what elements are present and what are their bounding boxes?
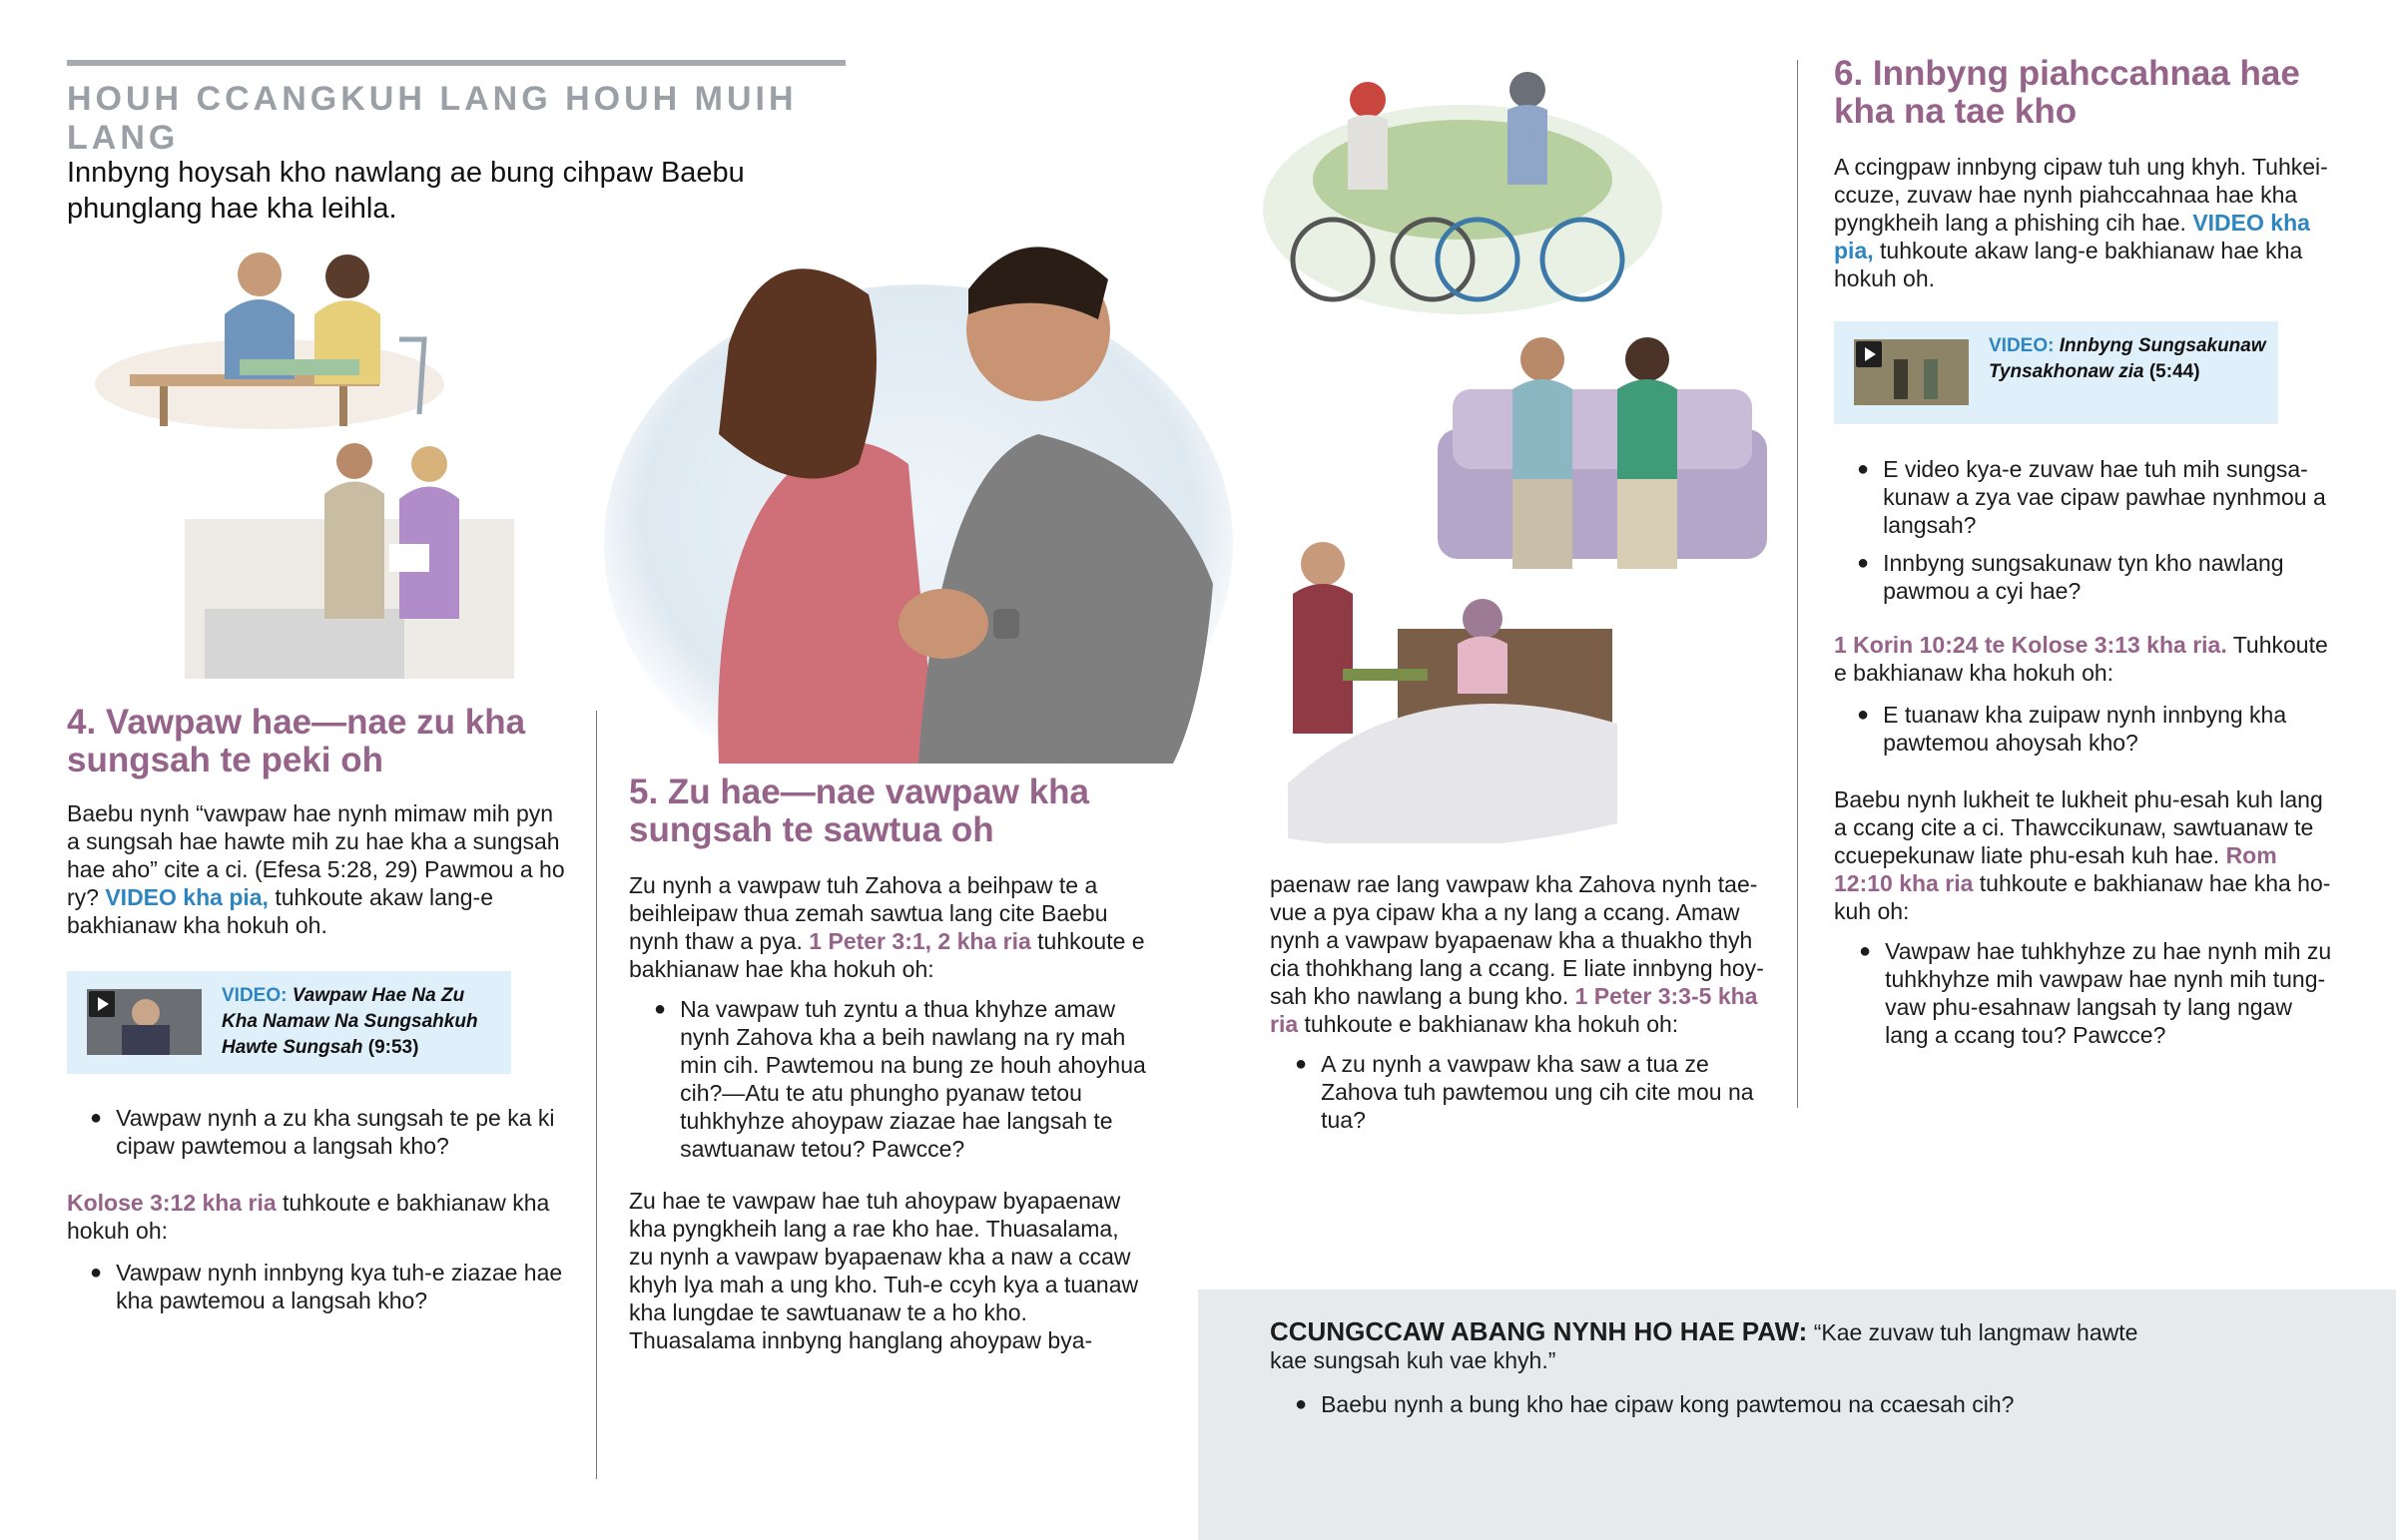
header-rule bbox=[67, 60, 846, 66]
question-text: Vawpaw nynh innbyng kya tuh-e ziazae hae kha pawtemou a langsah kho? bbox=[116, 1260, 563, 1313]
bicycle-illustration bbox=[1253, 60, 1662, 329]
question-bullet bbox=[90, 1259, 569, 1314]
summary-content bbox=[1270, 1317, 2168, 1418]
question-bullet bbox=[1857, 701, 2336, 757]
bullet-icon: ● bbox=[90, 1107, 103, 1129]
caregiving-illustration bbox=[1268, 534, 1617, 843]
question-text: Na vawpaw tuh zyntu a thua khyhze amaw nynh Zahova kha a beih nawlang na ry mah min cih. Pawtemou na bung ze houh ahoyhua cih?—Atu te atu phungho pyanaw tetou tuhkhyhze ahoypaw ziazae hae langsah te sawtuanaw tetou? Pawcce? bbox=[680, 996, 1146, 1162]
scripture-link[interactable]: 1 Peter 3:3-5 kha ria bbox=[1270, 983, 1758, 1037]
section-6-reference bbox=[1834, 631, 2333, 687]
question-text: Innbyng sungsakunaw tyn kho nawlang pawmou a cyi hae? bbox=[1883, 550, 2284, 604]
section-6 bbox=[1834, 55, 2333, 292]
scripture-link[interactable]: Rom 12:10 kha ria bbox=[1834, 842, 2277, 896]
section-4 bbox=[67, 704, 566, 939]
question-bullet bbox=[654, 995, 1148, 1163]
video-link[interactable]: VIDEO kha pia, bbox=[105, 884, 269, 910]
kitchen-illustration bbox=[185, 439, 514, 679]
column-divider bbox=[1797, 60, 1798, 1108]
question-bullet bbox=[1295, 1050, 1769, 1134]
section-6-body: A ccingpaw innbyng cipaw tuh ung khyh. Tuhkeiccuze, zuvaw hae nynh piahccahnaa hae kha pyngkheih lang a phishing cih hae. bbox=[1834, 154, 2328, 236]
bullet-icon: ● bbox=[1857, 458, 1870, 480]
section-5 bbox=[629, 773, 1148, 1354]
reference-instruction: tuhkoute e bakhianaw kha hokuh oh: bbox=[67, 1190, 550, 1244]
section-5-body-end: tuhkoute e bakhianaw hae kha hokuh oh: bbox=[629, 928, 1145, 982]
column-3-text bbox=[1270, 870, 1769, 1134]
video-duration: (5:44) bbox=[2148, 361, 2200, 382]
bullet-icon: ● bbox=[1295, 1393, 1308, 1415]
section-4-questions-2 bbox=[90, 1259, 569, 1314]
column-divider bbox=[596, 711, 597, 1479]
question-text: Vawpaw hae tuhkhyhze zu hae nynh mih zu tuhkhyhze mih vawpaw hae nynh mih tungvaw phu-esahnaw langsah ty lang ngaw lang a ccang tou? Pawcce? bbox=[1885, 938, 2332, 1048]
video-link[interactable]: VIDEO kha pia, bbox=[1834, 210, 2310, 263]
section-5-body: Zu nynh a vawpaw tuh Zahova a beihpaw te a beihleipaw thua zemah sawtua lang cite Baebu nynh thaw a pya. bbox=[629, 872, 1108, 954]
question-bullet bbox=[1857, 455, 2336, 539]
section-5-paragraph: Zu hae te vawpaw hae tuh ahoypaw byapaenaw kha pyngkheih lang a rae kho hae. Thuasalama, zu nynh a vawpaw byapaenaw kha a naw a ccaw khyh lya mah a ung kho. Tuh-e ccyh kya a tuanaw kha lungdae te sawtuanaw te a ho kho. Thuasalama innbyng hanglang ahoypaw bya- bbox=[629, 1188, 1139, 1353]
question-bullet bbox=[1857, 549, 2336, 605]
video-duration: (9:53) bbox=[367, 1037, 419, 1058]
video-title: Innbyng Sungsakunaw Tynsakhonaw zia bbox=[1989, 335, 2266, 382]
section-4-title: 4. Vawpaw hae—nae zu kha sungsah te peki oh bbox=[67, 703, 526, 779]
video-label: VIDEO: bbox=[222, 985, 288, 1006]
scripture-link[interactable]: 1 Peter 3:1, 2 kha ria bbox=[809, 928, 1031, 954]
section-6-body-end: tuhkoute akaw lang-e bakhianaw hae kha hokuh oh. bbox=[1834, 238, 2303, 291]
reference-instruction: Tuhkoute e bakhianaw kha hokuh oh: bbox=[1834, 632, 2328, 686]
video-label: VIDEO: bbox=[1989, 335, 2055, 356]
question-text: E tuanaw kha zuipaw nynh innbyng kha pawtemou ahoysah kho? bbox=[1883, 702, 2287, 756]
summary-quote: “Kae zuvaw tuh langmaw hawte kae sungsah kuh vae khyh.” bbox=[1270, 1319, 2138, 1373]
bullet-icon: ● bbox=[1295, 1053, 1308, 1075]
bullet-icon: ● bbox=[654, 998, 667, 1020]
summary-heading: CCUNGCCAW ABANG NYNH HO HAE PAW: bbox=[1270, 1316, 1808, 1346]
bullet-icon: ● bbox=[1857, 704, 1870, 726]
question-bullet bbox=[1859, 937, 2333, 1049]
scripture-link[interactable]: 1 Korin 10:24 te Kolose 3:13 kha ria. bbox=[1834, 632, 2227, 658]
question-text: Vawpaw nynh a zu kha sungsah te pe ka ki cipaw pawtemou a langsah kho? bbox=[116, 1105, 555, 1159]
question-bullet bbox=[90, 1104, 569, 1160]
section-4-body-end: tuhkoute akaw lang-e bakhianaw kha hokuh oh. bbox=[67, 884, 493, 938]
scripture-link[interactable]: Kolose 3:12 kha ria bbox=[67, 1190, 277, 1216]
question-bullet bbox=[1295, 1390, 2168, 1418]
reference-instruction: tuhkoute e bakhianaw hae kha hokuh oh: bbox=[1834, 870, 2331, 924]
bullet-icon: ● bbox=[90, 1262, 103, 1283]
intro-text: Innbyng hoysah kho nawlang ae bung cihpaw Baebu phunglang hae kha leihla. bbox=[67, 157, 745, 225]
bullet-icon: ● bbox=[1857, 552, 1870, 574]
question-text: E video kya-e zuvaw hae tuh mih sungsakunaw a zya vae cipaw pawhae nynhmou a langsah? bbox=[1883, 456, 2326, 538]
section-6-questions bbox=[1857, 455, 2336, 605]
section-kicker: HOUH CCANGKUH LANG HOUH MUIH LANG bbox=[67, 80, 798, 157]
bullet-icon: ● bbox=[1859, 940, 1872, 962]
video-box-section-6[interactable] bbox=[1834, 321, 2278, 424]
section-6-questions-2 bbox=[1857, 701, 2336, 757]
section-6-paragraph-text: Baebu nynh lukheit te lukheit phu-esah kuh lang a ccang cite a ci. Thawccikunaw, sawtuanaw te ccuepekunaw liate phu-esah kuh hae. bbox=[1834, 786, 2323, 868]
section-5-title: 5. Zu hae—nae vawpaw kha sungsah te sawtua oh bbox=[629, 772, 1089, 849]
video-title: Vawpaw Hae Na Zu Kha Namaw Na Sungsahkuh Hawte Sungsah bbox=[222, 985, 478, 1058]
play-icon[interactable] bbox=[1856, 341, 1882, 367]
question-text: Baebu nynh a bung kho hae cipaw kong pawtemou na ccaesah cih? bbox=[1321, 1391, 2015, 1417]
column-3-paragraph: paenaw rae lang vawpaw kha Zahova nynh taevue a pya cipaw kha a ny lang a ccang. Amaw nynh a vawpaw byapaenaw kha a thuakho thyh cia thohkhang lang a ccang. E liate innbyng hoysah kho nawlang a bung kho. bbox=[1270, 871, 1764, 1009]
question-text: A zu nynh a vawpaw kha saw a tua ze Zahova tuh pawtemou ung cih cite mou na tua? bbox=[1321, 1051, 1754, 1133]
study-illustration bbox=[90, 245, 449, 434]
section-6-paragraph bbox=[1834, 785, 2333, 1049]
video-thumbnail[interactable] bbox=[87, 989, 202, 1055]
reference-instruction: tuhkoute e bakhianaw kha hokuh oh: bbox=[1304, 1011, 1679, 1037]
video-thumbnail[interactable] bbox=[1854, 339, 1969, 405]
section-6-title: 6. Innbyng piahccahnaa hae kha na tae kho bbox=[1834, 54, 2300, 131]
couple-illustration bbox=[589, 195, 1238, 764]
video-box-section-4[interactable] bbox=[67, 971, 511, 1074]
section-4-body: Baebu nynh “vawpaw hae nynh mimaw mih pyn a sungsah hae hawte mih zu hae kha a sungsah hae aho” cite a ci. (Efesa 5:28, 29) Pawmou a ho ry? bbox=[67, 800, 565, 910]
section-4-questions bbox=[90, 1104, 569, 1160]
section-4-reference bbox=[67, 1189, 566, 1245]
play-icon[interactable] bbox=[89, 991, 115, 1017]
